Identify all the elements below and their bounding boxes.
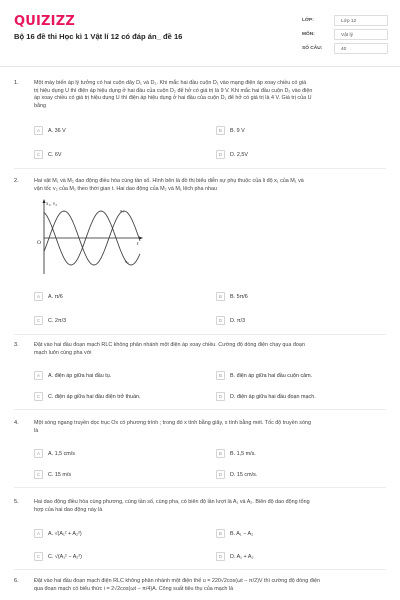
option-d[interactable]: [216, 470, 257, 479]
meta-value: Lớp 12: [334, 15, 388, 26]
option-letter: A: [34, 529, 43, 538]
meta-panel: [302, 13, 388, 55]
option-c[interactable]: [34, 316, 66, 325]
option-text: B. A₁ − A₂: [230, 530, 254, 537]
option-c[interactable]: [34, 392, 141, 401]
page-title: Bộ 16 đề thi Học kì 1 Vật lí 12 có đáp án_ đề 16: [14, 32, 183, 41]
y-axis-label: x₁, v₂: [46, 202, 57, 207]
option-letter: A: [34, 126, 43, 135]
option-a[interactable]: [34, 371, 111, 380]
option-letter: B: [216, 529, 225, 538]
quizizz-logo: QUIZIZZ: [14, 14, 75, 29]
option-b[interactable]: [216, 371, 312, 380]
meta-key: LỚP:: [302, 17, 314, 23]
option-d[interactable]: [216, 316, 245, 325]
option-letter: A: [34, 449, 43, 458]
option-a[interactable]: [34, 449, 75, 458]
meta-row-count: [302, 41, 388, 55]
question-text-line: Hai dao động điều hòa cùng phương, cùng tần số, cùng pha, có biên độ lần lượt là A₁ và A₂. Biên độ dao động tổng: [34, 499, 310, 505]
origin-label: O: [37, 240, 41, 246]
option-letter: C: [34, 316, 43, 325]
option-b[interactable]: [216, 529, 253, 538]
question-text-line: vận tốc v₂ của M₂ theo thời gian t. Hai dao động của M₂ và M₁ lệch pha nhau: [34, 185, 218, 192]
question-divider: [14, 409, 386, 410]
meta-row-class: [302, 13, 388, 27]
option-text: B. 1,5 m/s.: [230, 450, 256, 457]
option-text: A. điện áp giữa hai đầu tụ.: [48, 372, 112, 379]
question-text-line: qua đoạn mạch có biểu thức i = 2√2cos(ωt − π/4)A. Công suất tiêu thụ của mạch là: [34, 585, 234, 592]
option-text: D. 15 cm/s.: [230, 471, 258, 478]
question-text-line: Một sóng ngang truyền dọc trục Ox có phương trình ; trong đó x tính bằng giây, x tính bằng mét. Tốc độ truyền sóng: [34, 420, 311, 426]
option-text: A. π/6: [48, 293, 63, 300]
option-letter: A: [34, 371, 43, 380]
question-divider: [14, 334, 386, 335]
question-text-line: Một máy biến áp lý tưởng có hai cuộn dây D₁ và D₂. Khi mắc hai đầu cuộn D₁ vào mạng điện áp xoay chiều có giá: [34, 80, 307, 86]
option-b[interactable]: [216, 126, 245, 135]
option-letter: A: [34, 292, 43, 301]
question-divider: [14, 569, 386, 570]
option-letter: D: [216, 552, 225, 561]
option-letter: D: [216, 470, 225, 479]
meta-row-subject: [302, 27, 388, 41]
option-letter: D: [216, 392, 225, 401]
option-letter: B: [216, 371, 225, 380]
meta-value: Vật lý: [334, 29, 388, 40]
question-number: 2.: [14, 178, 19, 184]
question-text-line: Đặt vào hai đầu đoạn mạch điện RLC không phân nhánh một điện thế u = 220√2cos(ωt − π/2)V thì cường độ dòng điện: [34, 578, 320, 584]
option-letter: B: [216, 449, 225, 458]
curve-label-v2: v₂: [125, 259, 129, 264]
option-letter: D: [216, 316, 225, 325]
option-text: D. 2,5V: [230, 151, 248, 158]
option-text: B. 9 V: [230, 127, 245, 134]
option-text: A. 1,5 cm/s: [48, 450, 75, 457]
meta-key: SỐ CÂU:: [302, 45, 323, 51]
option-text: B. 5π/6: [230, 293, 248, 300]
option-b[interactable]: [216, 449, 256, 458]
option-letter: C: [34, 392, 43, 401]
option-text: C. điện áp giữa hai đầu điện trở thuần.: [48, 393, 141, 400]
question-divider: [14, 487, 386, 488]
option-a[interactable]: [34, 292, 63, 301]
meta-key: MÔN:: [302, 31, 315, 37]
option-letter: C: [34, 552, 43, 561]
option-a[interactable]: [34, 126, 66, 135]
question-divider: [14, 168, 386, 169]
option-b[interactable]: [216, 292, 248, 301]
option-letter: C: [34, 150, 43, 159]
option-text: C. √(A₁² − A₂²): [48, 553, 82, 560]
option-text: D. π/3: [230, 317, 246, 324]
option-text: A. √(A₁² + A₂²): [48, 530, 82, 537]
question-text-line: trị hiệu dụng U thì điện áp hiệu dụng ở hai đầu của cuộn D₂ để hở có giá trị là 9 V. Khi mắc hai đầu cuộn D₂ vào điện: [34, 87, 313, 94]
oscillation-graph: [34, 198, 144, 276]
question-number: 3.: [14, 342, 19, 348]
option-text: D. A₁ + A₂: [230, 553, 254, 560]
option-text: B. điện áp giữa hai đầu cuộn cảm.: [230, 372, 313, 379]
option-text: A. 36 V: [48, 127, 66, 134]
option-text: C. 2π/3: [48, 317, 67, 324]
question-text-line: mạch luôn cùng pha với: [34, 349, 92, 356]
question-text-line: Hai vật M₁ và M₂ dao động điều hòa cùng tần số. Hình bên là đồ thị biểu diễn sự phụ thuộc của li độ x₁ của M₁ và: [34, 178, 304, 184]
question-text-line: là: [34, 427, 39, 434]
option-text: C. 6V: [48, 151, 62, 158]
option-c[interactable]: [34, 150, 61, 159]
option-letter: B: [216, 292, 225, 301]
t-axis-label: t: [137, 241, 139, 247]
question-text-line: Đặt vào hai đầu đoạn mạch RLC không phân nhánh một điện áp xoay chiều. Cường độ dòng điện chạy qua đoạn: [34, 342, 305, 348]
question-number: 4.: [14, 420, 19, 426]
question-text-line: áp xoay chiều có giá trị hiệu dụng U thì điện áp hiệu dụng ở hai đầu của cuộn D₁ để hở có giá trị là 4 V. Giá trị của U: [34, 95, 312, 102]
question-number: 5.: [14, 499, 19, 505]
question-text-line: hợp của hai dao động này là: [34, 506, 103, 513]
header-divider: [0, 66, 400, 67]
meta-value: 40: [334, 43, 388, 54]
option-text: D. điện áp giữa hai đầu đoạn mạch.: [230, 393, 316, 400]
option-d[interactable]: [216, 150, 248, 159]
option-d[interactable]: [216, 552, 254, 561]
option-d[interactable]: [216, 392, 316, 401]
question-number: 6.: [14, 578, 19, 584]
option-text: C. 15 m/s: [48, 471, 72, 478]
option-c[interactable]: [34, 552, 82, 561]
question-number: 1.: [14, 80, 19, 86]
option-letter: B: [216, 126, 225, 135]
option-c[interactable]: [34, 470, 71, 479]
option-letter: D: [216, 150, 225, 159]
question-text-line: bằng: [34, 102, 46, 109]
curve-label-x1: x₁: [120, 208, 124, 213]
option-a[interactable]: [34, 529, 82, 538]
option-letter: C: [34, 470, 43, 479]
